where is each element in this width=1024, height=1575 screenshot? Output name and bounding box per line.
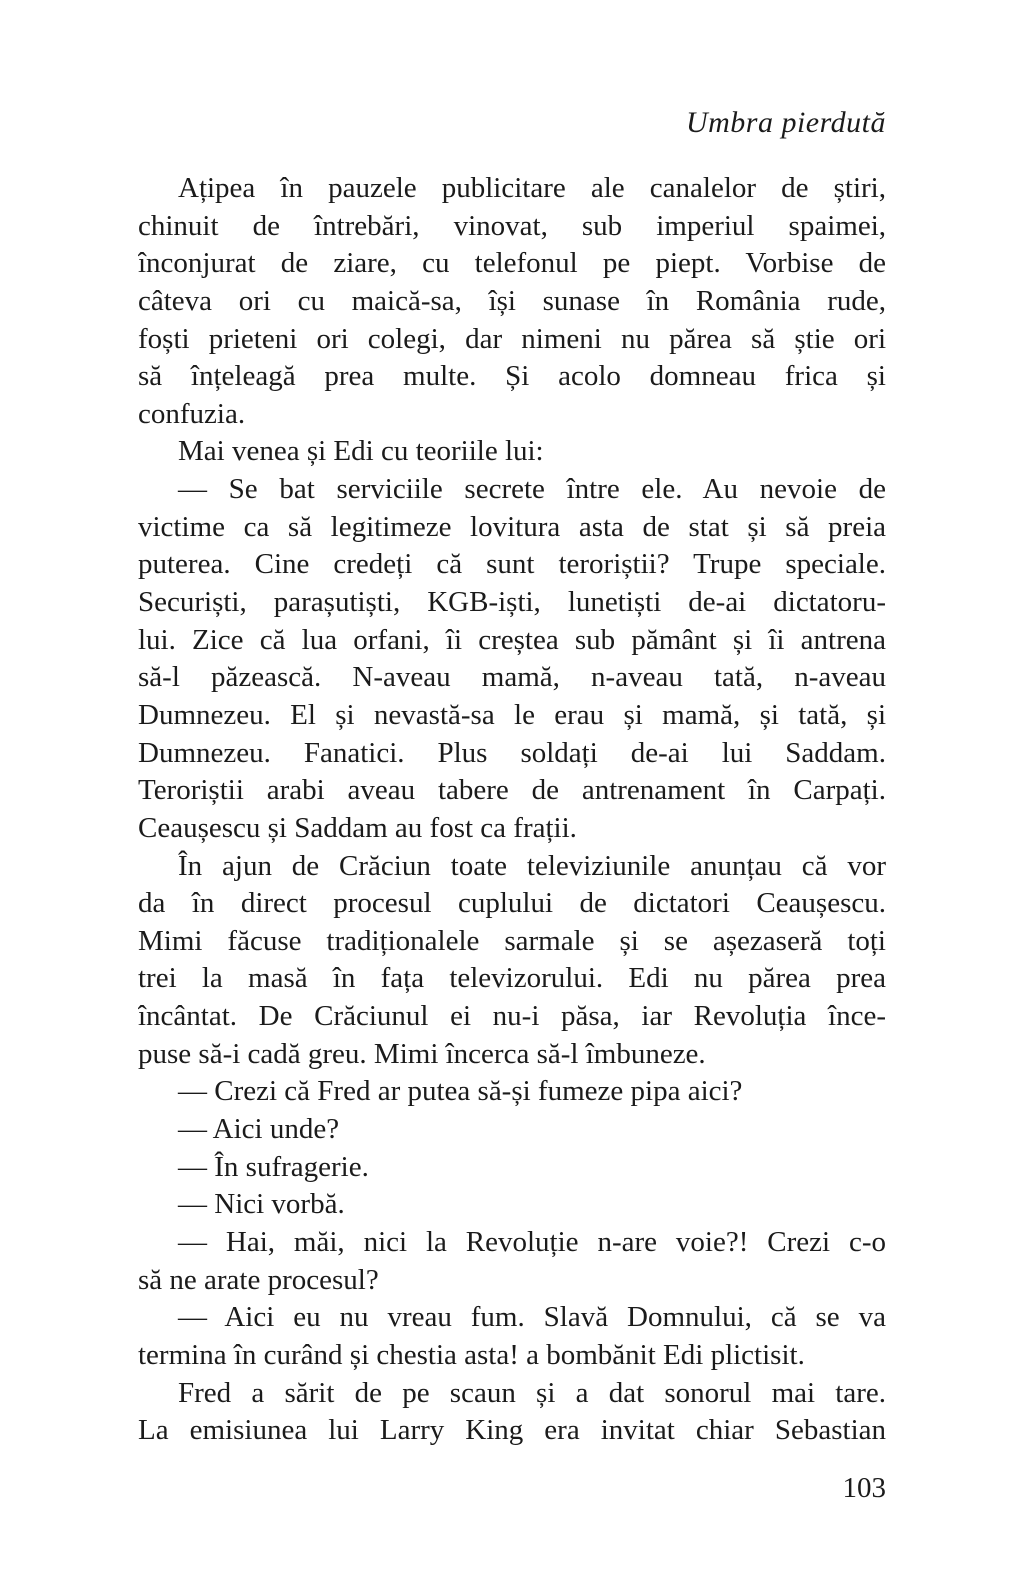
text-line: chinuit de întrebări, vinovat, sub imperiul spaimei, bbox=[138, 209, 886, 242]
text-line: — Aici unde? bbox=[178, 1113, 340, 1146]
text-line: — Aici eu nu vreau fum. Slavă Domnului, că se va bbox=[178, 1301, 886, 1334]
text-line: Dumnezeu. El și nevastă-sa le erau și mamă, și tată, și bbox=[138, 698, 886, 731]
text-line: trei la masă în fața televizorului. Edi nu părea prea bbox=[138, 962, 886, 995]
text-line: — Crezi că Fred ar putea să-și fumeze pipa aici? bbox=[178, 1075, 743, 1108]
paragraph bbox=[138, 1186, 886, 1224]
text-line: Ațipea în pauzele publicitare ale canalelor de știri, bbox=[178, 172, 886, 204]
paragraph bbox=[138, 1111, 886, 1149]
text-line: să ne arate procesul? bbox=[138, 1263, 379, 1296]
paragraph bbox=[138, 170, 886, 433]
text-line: să-l păzească. N-aveau mamă, n-aveau tată, n-aveau bbox=[138, 661, 886, 694]
text-line: — Nici vorbă. bbox=[178, 1188, 345, 1221]
text-line: — În sufragerie. bbox=[178, 1150, 369, 1183]
body-text bbox=[138, 170, 886, 1450]
text-line: Mimi făcuse tradiționalele sarmale și se așezaseră toți bbox=[138, 924, 886, 957]
running-head: Umbra pierdută bbox=[685, 106, 886, 139]
text-line: da în direct procesul cuplului de dictatori Ceaușescu. bbox=[138, 887, 886, 920]
paragraph bbox=[138, 1224, 886, 1299]
paragraph bbox=[138, 1149, 886, 1187]
paragraph bbox=[138, 1299, 886, 1374]
text-line: Dumnezeu. Fanatici. Plus soldați de-ai lui Saddam. bbox=[138, 736, 886, 769]
paragraph bbox=[138, 471, 886, 847]
text-line: — Se bat serviciile secrete între ele. Au nevoie de bbox=[178, 473, 886, 506]
paragraph bbox=[138, 1375, 886, 1450]
text-line: Teroriștii arabi aveau tabere de antrenament în Carpați. bbox=[138, 774, 886, 807]
text-line: puterea. Cine credeți că sunt teroriștii? Trupe speciale. bbox=[138, 548, 886, 581]
text-line: În ajun de Crăciun toate televiziunile anunțau că vor bbox=[178, 849, 886, 882]
text-line: înconjurat de ziare, cu telefonul pe piept. Vorbise de bbox=[138, 247, 886, 280]
paragraph bbox=[138, 848, 886, 1074]
text-line: Fred a sărit de pe scaun și a dat sonorul mai tare. bbox=[178, 1376, 886, 1409]
text-line: să înțeleagă prea multe. Și acolo domneau frica și bbox=[138, 360, 886, 393]
text-line: confuzia. bbox=[138, 397, 246, 430]
text-line: termina în curând și chestia asta! a bombănit Edi plictisit. bbox=[138, 1338, 805, 1371]
page-number: 103 bbox=[842, 1472, 886, 1504]
text-line: La emisiunea lui Larry King era invitat chiar Sebastian bbox=[138, 1414, 886, 1447]
text-line: lui. Zice că lua orfani, îi creștea sub pământ și îi antrena bbox=[138, 623, 886, 656]
text-line: victime ca să legitimeze lovitura asta de stat și să preia bbox=[138, 510, 886, 543]
text-line: câteva ori cu maică-sa, își sunase în România rude, bbox=[138, 284, 886, 317]
text-line: Mai venea și Edi cu teoriile lui: bbox=[178, 435, 544, 468]
text-line: Ceaușescu și Saddam au fost ca frații. bbox=[138, 811, 577, 844]
text-line: Securiști, parașutiști, KGB-iști, lunetiști de-ai dictatoru- bbox=[138, 586, 886, 619]
paragraph bbox=[138, 433, 886, 471]
text-line: — Hai, măi, nici la Revoluție n-are voie?! Crezi c-o bbox=[178, 1225, 886, 1258]
text-line: încântat. De Crăciunul ei nu-i păsa, iar Revoluția înce- bbox=[138, 1000, 886, 1033]
paragraph bbox=[138, 1073, 886, 1111]
text-line: foști prieteni ori colegi, dar nimeni nu părea să știe ori bbox=[138, 322, 886, 355]
text-line: puse să-i cadă greu. Mimi încerca să-l îmbuneze. bbox=[138, 1037, 706, 1070]
